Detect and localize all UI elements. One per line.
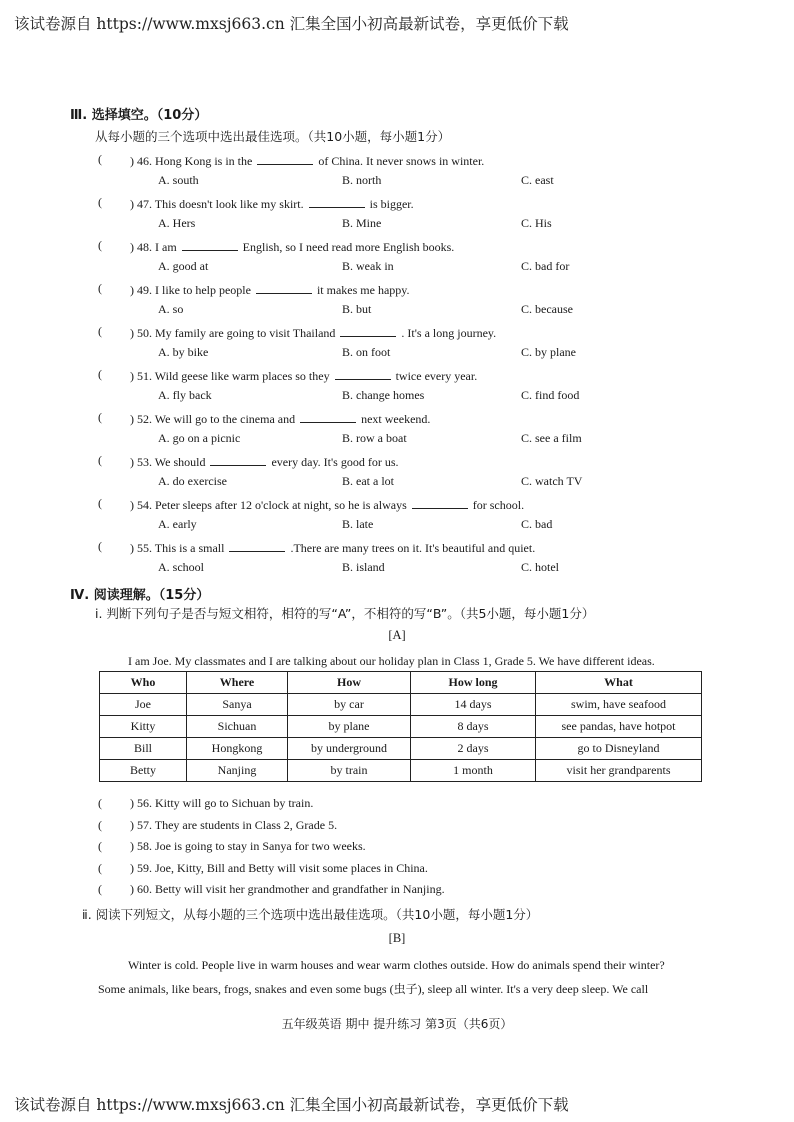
section-4-title: Ⅳ. 阅读理解。（15分） (70, 588, 210, 603)
question-text (130, 453, 399, 470)
option-c: C. see a film (521, 431, 582, 445)
question-tail: next weekend. (361, 412, 431, 426)
question-text (130, 281, 410, 298)
option-b: B. island (342, 560, 385, 574)
cell-who: Kitty (100, 716, 187, 738)
question-stem: ) 46. Hong Kong is in the (130, 154, 253, 168)
option-b: B. late (342, 517, 374, 531)
question-text (130, 367, 477, 384)
judgement-text: ) 59. Joe, Kitty, Bill and Betty will visit some places in China. (130, 860, 428, 875)
answer-paren[interactable]: ( (98, 367, 102, 381)
source-banner-bottom: 该试卷源自 https://www.mxsj663.cn 汇集全国小初高最新试卷，享更低价下载 (14, 1096, 569, 1114)
answer-blank (335, 367, 391, 380)
question-tail: . It's a long journey. (401, 326, 497, 340)
holiday-plan-table (99, 671, 702, 782)
option-a: A. Hers (158, 216, 196, 230)
judgement-row (0, 796, 794, 816)
question-stem: ) 54. Peter sleeps after 12 o'clock at night, so he is always (130, 498, 407, 512)
option-a: A. so (158, 302, 184, 316)
question-row (0, 539, 794, 559)
question-tail: English, so I need read more English books. (242, 240, 455, 254)
options-row (0, 259, 794, 279)
options-row (0, 302, 794, 322)
answer-blank (340, 324, 396, 337)
option-a: A. good at (158, 259, 209, 273)
answer-paren[interactable]: ( (98, 817, 102, 832)
passage-b-line-1: Winter is cold. People live in warm houses and wear warm clothes outside. How do animals spend their winter? (128, 958, 665, 972)
header-where: Where (187, 672, 288, 694)
question-tail: .There are many trees on it. It's beautiful and quiet. (290, 541, 536, 555)
cell-who: Joe (100, 694, 187, 716)
cell-how: by plane (288, 716, 411, 738)
question-tail: twice every year. (395, 369, 478, 383)
answer-paren[interactable]: ( (98, 496, 102, 510)
answer-blank (300, 410, 356, 423)
option-a: A. by bike (158, 345, 209, 359)
question-stem: ) 53. We should (130, 455, 206, 469)
cell-what: visit her grandparents (536, 760, 702, 782)
cell-how: by underground (288, 738, 411, 760)
cell-how: by car (288, 694, 411, 716)
question-text (130, 324, 496, 341)
cell-where: Sanya (187, 694, 288, 716)
option-b: B. north (342, 173, 382, 187)
judgement-text: ) 57. They are students in Class 2, Grade 5. (130, 817, 338, 832)
passage-b-line-2: Some animals, like bears, frogs, snakes and even some bugs (虫子), sleep all winter. It's a very deep sleep. We call (98, 982, 649, 996)
options-row (0, 431, 794, 451)
question-row (0, 496, 794, 516)
options-row (0, 517, 794, 537)
table-row (100, 738, 702, 760)
passage-b-label: [B] (388, 931, 406, 945)
answer-blank (210, 453, 266, 466)
part-2-instruction: ⅱ. 阅读下列短文，从每小题的三个选项中选出最佳选项。（共10小题，每小题1分） (82, 907, 539, 922)
cell-what: swim, have seafood (536, 694, 702, 716)
option-a: A. south (158, 173, 199, 187)
question-row (0, 453, 794, 473)
cell-what: see pandas, have hotpot (536, 716, 702, 738)
cell-who: Bill (100, 738, 187, 760)
question-text (130, 152, 484, 169)
cell-where: Nanjing (187, 760, 288, 782)
passage-a-label: [A] (388, 628, 406, 642)
question-row (0, 238, 794, 258)
answer-blank (256, 281, 312, 294)
judgement-row (0, 882, 794, 902)
answer-paren[interactable]: ( (98, 195, 102, 209)
question-stem: ) 49. I like to help people (130, 283, 251, 297)
answer-blank (182, 238, 238, 251)
question-stem: ) 48. I am (130, 240, 177, 254)
question-stem: ) 51. Wild geese like warm places so they (130, 369, 330, 383)
options-row (0, 216, 794, 236)
question-text (130, 238, 454, 255)
answer-paren[interactable]: ( (98, 882, 102, 896)
judgement-text: ) 58. Joe is going to stay in Sanya for two weeks. (130, 839, 366, 853)
cell-how: by train (288, 760, 411, 782)
answer-paren[interactable]: ( (98, 238, 102, 252)
cell-where: Sichuan (187, 716, 288, 738)
option-c: C. because (521, 302, 573, 316)
question-tail: of China. It never snows in winter. (318, 154, 485, 168)
header-what: What (536, 672, 702, 694)
section-3-title: Ⅲ. 选择填空。（10分） (70, 108, 208, 123)
option-a: A. school (158, 560, 204, 574)
question-tail: is bigger. (369, 197, 414, 211)
answer-paren[interactable]: ( (98, 152, 102, 166)
question-text (130, 496, 524, 513)
answer-paren[interactable]: ( (98, 410, 102, 424)
question-row (0, 324, 794, 344)
option-c: C. east (521, 173, 554, 187)
answer-paren[interactable]: ( (98, 839, 102, 853)
option-a: A. fly back (158, 388, 212, 402)
cell-who: Betty (100, 760, 187, 782)
section-3-instruction: 从每小题的三个选项中选出最佳选项。（共10小题，每小题1分） (95, 129, 451, 144)
question-row (0, 367, 794, 387)
cell-how-long: 14 days (411, 694, 536, 716)
judgement-row (0, 818, 794, 838)
question-row (0, 281, 794, 301)
answer-blank (309, 195, 365, 208)
passage-a-intro: I am Joe. My classmates and I are talking about our holiday plan in Class 1, Grade 5. We have different ideas. (128, 654, 655, 668)
table-header-row (100, 672, 702, 694)
source-banner-top: 该试卷源自 https://www.mxsj663.cn 汇集全国小初高最新试卷，享更低价下载 (14, 15, 569, 33)
cell-how-long: 2 days (411, 738, 536, 760)
question-tail: for school. (472, 498, 525, 512)
option-b: B. eat a lot (342, 474, 394, 488)
answer-blank (257, 152, 313, 165)
answer-paren[interactable]: ( (98, 453, 102, 467)
judgement-text: ) 56. Kitty will go to Sichuan by train. (130, 796, 314, 810)
option-c: C. find food (521, 388, 580, 402)
options-row (0, 345, 794, 365)
header-how: How (288, 672, 411, 694)
option-c: C. bad for (521, 259, 570, 273)
question-text (130, 195, 414, 212)
question-tail: it makes me happy. (316, 283, 410, 297)
answer-paren[interactable]: ( (98, 796, 102, 810)
option-b: B. change homes (342, 388, 425, 402)
options-row (0, 173, 794, 193)
question-row (0, 195, 794, 215)
option-a: A. early (158, 517, 197, 531)
option-c: C. hotel (521, 560, 559, 574)
option-b: B. on foot (342, 345, 391, 359)
page-footer: 五年级英语 期中 提升练习 第3页（共6页） (281, 1017, 513, 1031)
cell-what: go to Disneyland (536, 738, 702, 760)
header-how-long: How long (411, 672, 536, 694)
options-row (0, 388, 794, 408)
question-row (0, 410, 794, 430)
option-b: B. but (342, 302, 372, 316)
judgement-row (0, 861, 794, 881)
option-c: C. watch TV (521, 474, 583, 488)
cell-where: Hongkong (187, 738, 288, 760)
option-a: A. go on a picnic (158, 431, 241, 445)
part-1-instruction: ⅰ. 判断下列句子是否与短文相符，相符的写“A”，不相符的写“B”。（共5小题，每小题1分） (95, 606, 595, 621)
cell-how-long: 1 month (411, 760, 536, 782)
table-row (100, 716, 702, 738)
judgement-row (0, 839, 794, 859)
header-who: Who (100, 672, 187, 694)
answer-paren[interactable]: ( (98, 281, 102, 295)
answer-paren[interactable]: ( (98, 539, 102, 553)
options-row (0, 560, 794, 580)
question-row (0, 152, 794, 172)
answer-blank (229, 539, 285, 552)
option-b: B. Mine (342, 216, 382, 230)
option-a: A. do exercise (158, 474, 227, 488)
table-row (100, 760, 702, 782)
option-c: C. by plane (521, 345, 576, 359)
table-row (100, 694, 702, 716)
answer-blank (412, 496, 468, 509)
question-stem: ) 47. This doesn't look like my skirt. (130, 197, 304, 211)
answer-paren[interactable]: ( (98, 324, 102, 338)
options-row (0, 474, 794, 494)
option-b: B. row a boat (342, 431, 407, 445)
question-text (130, 539, 535, 556)
option-c: C. bad (521, 517, 553, 531)
question-stem: ) 55. This is a small (130, 541, 225, 555)
cell-how-long: 8 days (411, 716, 536, 738)
question-stem: ) 50. My family are going to visit Thailand (130, 326, 336, 340)
option-b: B. weak in (342, 259, 394, 273)
question-text (130, 410, 430, 427)
option-c: C. His (521, 216, 552, 230)
question-stem: ) 52. We will go to the cinema and (130, 412, 296, 426)
question-tail: every day. It's good for us. (271, 455, 399, 469)
judgement-text: ) 60. Betty will visit her grandmother and grandfather in Nanjing. (130, 882, 445, 896)
answer-paren[interactable]: ( (98, 860, 102, 875)
